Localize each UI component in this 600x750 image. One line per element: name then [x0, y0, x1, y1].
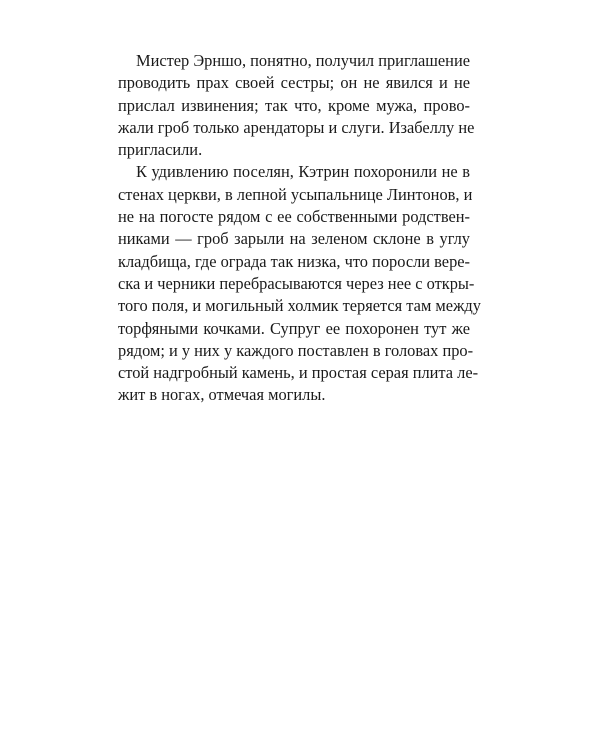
- paragraph-1-line-5: пригласили.: [118, 140, 203, 160]
- text-block: [118, 50, 481, 407]
- paragraph-2-line-8: торфяными кочками. Супруг ее похоронен тут же: [118, 318, 470, 338]
- paragraph-1-line-3: прислал извинения; так что, кроме мужа, прово-: [118, 95, 470, 115]
- paragraph-2-line-7: того поля, и могильный холмик теряется там между: [118, 296, 481, 316]
- paragraph-1-line-2: проводить прах своей сестры; он не явился и не: [118, 73, 470, 93]
- paragraph-2-line-2: стенах церкви, в лепной усыпальнице Линтонов, и: [118, 184, 473, 204]
- paragraph-2-line-1: К удивлению поселян, Кэтрин похоронили не в: [136, 162, 470, 182]
- paragraph-2-line-10: стой надгробный камень, и простая серая плита ле-: [118, 363, 479, 383]
- paragraph-2-line-11: жит в ногах, отмечая могилы.: [118, 385, 326, 405]
- paragraph-2-line-5: кладбища, где ограда так низка, что поросли вере-: [118, 251, 470, 271]
- paragraph-2-line-3: не на погосте рядом с ее собственными родствен-: [118, 207, 470, 227]
- paragraph-2-line-9: рядом; и у них у каждого поставлен в головах про-: [118, 340, 474, 360]
- paragraph-2-line-4: никами — гроб зарыли на зеленом склоне в углу: [118, 229, 470, 249]
- paragraph-1-line-4: жали гроб только арендаторы и слуги. Изабеллу не: [118, 117, 475, 137]
- paragraph-2-line-6: ска и черники перебрасываются через нее с откры-: [118, 273, 475, 293]
- paragraph-1-line-1: Мистер Эрншо, понятно, получил приглашение: [136, 51, 470, 70]
